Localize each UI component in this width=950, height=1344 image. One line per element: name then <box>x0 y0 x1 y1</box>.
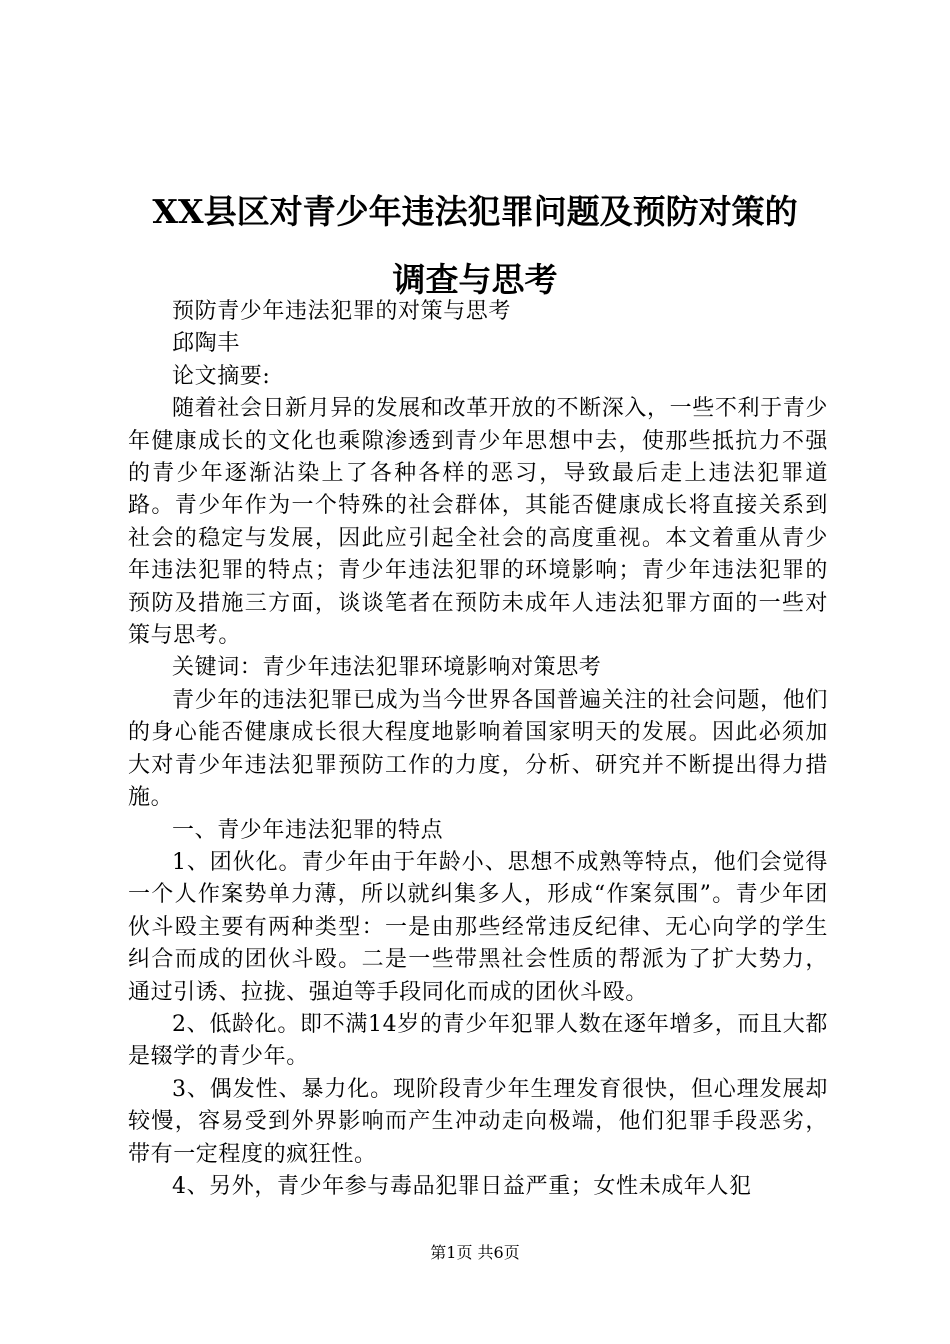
page-number: 第1页 共6页 <box>430 1243 520 1262</box>
point-3-paragraph: 3、偶发性、暴力化。现阶段青少年生理发育很快，但心理发展却较慢，容易受到外界影响而产生冲动走向极端，他们犯罪手段恶劣，带有一定程度的疯狂性。 <box>128 1076 828 1167</box>
section-heading-1: 一、青少年违法犯罪的特点 <box>172 817 444 843</box>
document-body <box>128 296 828 1203</box>
keywords: 关键词：青少年违法犯罪环境影响对策思考 <box>172 655 602 681</box>
title-line-1: XX县区对青少年违法犯罪问题及预防对策的 <box>152 192 798 231</box>
intro-paragraph: 青少年的违法犯罪已成为当今世界各国普遍关注的社会问题，他们的身心能否健康成长很大程度地影响着国家明天的发展。因此必须加大对青少年违法犯罪预防工作的力度，分析、研究并不断提出得力措施。 <box>128 687 828 811</box>
point-4-paragraph: 4、另外，青少年参与毒品犯罪日益严重；女性未成年人犯 <box>172 1173 752 1199</box>
point-1-paragraph: 1、团伙化。青少年由于年龄小、思想不成熟等特点，他们会觉得一个人作案势单力薄，所以就纠集多人，形成“作案氛围”。青少年团伙斗殴主要有两种类型：一是由那些经常违反纪律、无心向学的学生纠合而成的团伙斗殴。二是一些带黑社会性质的帮派为了扩大势力，通过引诱、拉拢、强迫等手段同化而成的团伙斗殴。 <box>128 849 828 1005</box>
subtitle: 预防青少年违法犯罪的对策与思考 <box>172 299 512 324</box>
point-2-paragraph: 2、低龄化。即不满14岁的青少年犯罪人数在逐年增多，而且大都是辍学的青少年。 <box>128 1011 828 1070</box>
title-line-2: 调查与思考 <box>392 260 558 299</box>
abstract-paragraph: 随着社会日新月异的发展和改革开放的不断深入，一些不利于青少年健康成长的文化也乘隙渗透到青少年思想中去，使那些抵抗力不强的青少年逐渐沾染上了各种各样的恶习，导致最后走上违法犯罪道路。青少年作为一个特殊的社会群体，其能否健康成长将直接关系到社会的稳定与发展，因此应引起全社会的高度重视。本文着重从青少年违法犯罪的特点；青少年违法犯罪的环境影响；青少年违法犯罪的预防及措施三方面，谈谈笔者在预防未成年人违法犯罪方面的一些对策与思考。 <box>128 396 828 649</box>
document-title <box>118 178 832 314</box>
author: 邱陶丰 <box>172 331 240 357</box>
abstract-heading: 论文摘要: <box>172 363 271 389</box>
